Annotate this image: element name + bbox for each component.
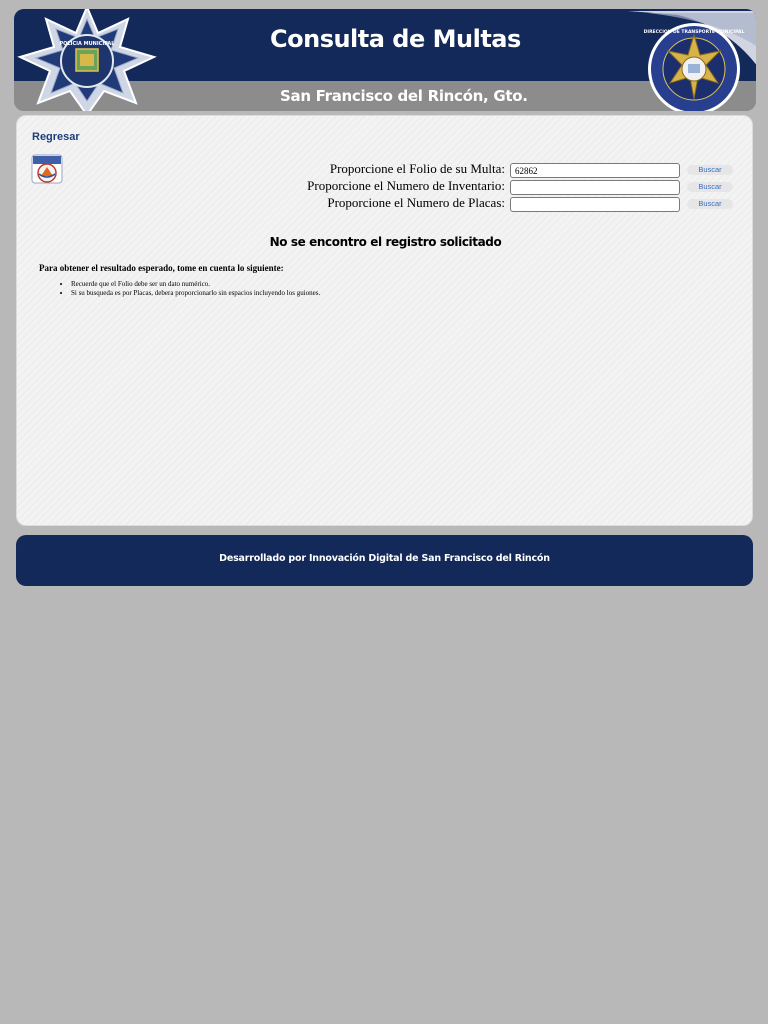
police-badge-text: POLICIA MUNICIPAL — [59, 41, 115, 47]
inventory-input[interactable] — [510, 180, 680, 195]
page-footer — [16, 535, 753, 586]
result-message: No se encontro el registro solicitado — [269, 235, 502, 249]
instructions-title: Para obtener el resultado esperado, tome en cuenta lo siguiente: — [39, 263, 284, 273]
main-panel — [16, 115, 753, 526]
page-subtitle: San Francisco del Rincón, Gto. — [280, 87, 528, 105]
page-title: Consulta de Multas — [270, 25, 521, 53]
page-header — [14, 9, 756, 111]
plates-search-button[interactable]: Buscar — [687, 199, 733, 209]
instruction-item: • Recuerde que el Folio debe ser un dato numérico. — [71, 280, 320, 289]
plates-row — [17, 195, 754, 213]
footer-credits: Desarrollado por Innovación Digital de San Francisco del Rincón — [219, 553, 550, 564]
transport-badge-icon — [608, 9, 756, 111]
instruction-item: • Si su busqueda es por Placas, debera proporcionarlo sin espacios incluyendo los guiones. — [71, 289, 320, 298]
inventory-row — [17, 178, 754, 196]
instructions-list — [71, 280, 320, 298]
folio-input[interactable] — [510, 163, 680, 178]
folio-row — [17, 161, 754, 179]
plates-label: Proporcione el Numero de Placas: — [327, 195, 505, 210]
inventory-search-button[interactable]: Buscar — [687, 182, 733, 192]
police-badge-icon — [16, 9, 158, 111]
back-link[interactable]: Regresar — [32, 131, 80, 143]
folio-label: Proporcione el Folio de su Multa: — [329, 161, 505, 176]
folio-search-button[interactable]: Buscar — [687, 165, 733, 175]
transport-badge-text: DIRECCION DE TRANSPORTE MUNICIPAL — [643, 30, 745, 35]
plates-input[interactable] — [510, 197, 680, 212]
inventory-label: Proporcione el Numero de Inventario: — [307, 178, 505, 193]
